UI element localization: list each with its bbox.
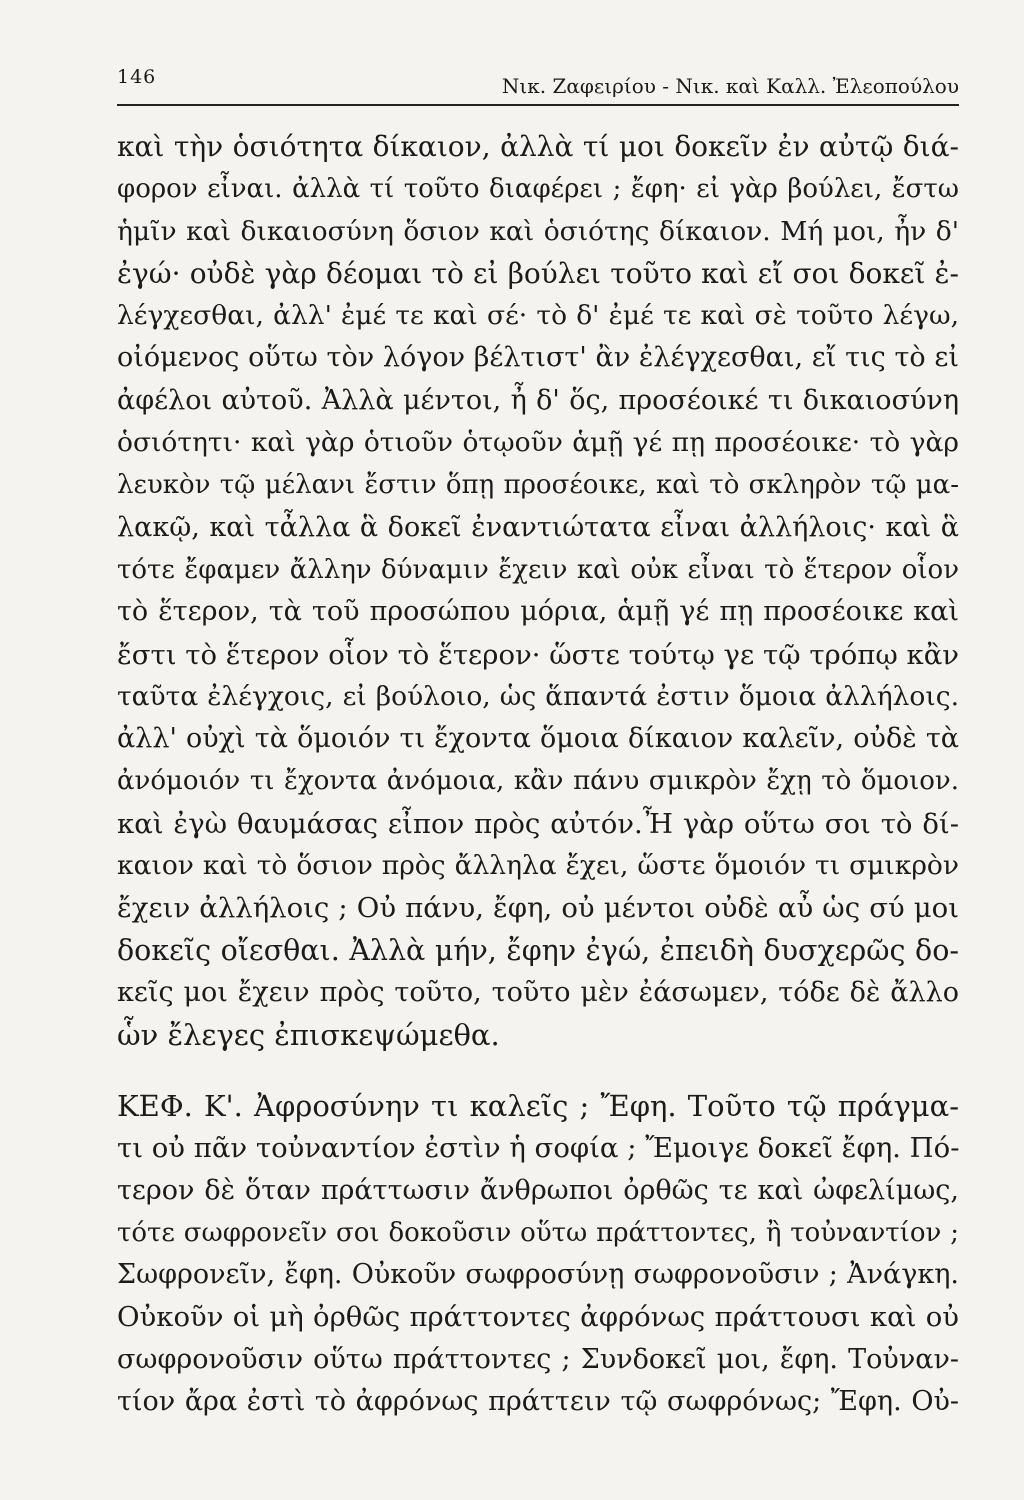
text-line: ΚΕΦ. Κ'. Ἀφροσύνην τι καλεῖς ; Ἔφη. Τοῦτο τῷ πράγμα- [117, 1089, 959, 1123]
paragraph-dialogue [117, 126, 959, 1057]
text-line: ἀφέλοι αὐτοῦ. Ἀλλὰ μέντοι, ἦ δ' ὅς, προσέοικέ τι δικαιοσύνη [117, 384, 959, 416]
text-line: οἰόμενος οὕτω τὸν λόγον βέλτιστ' ἂν ἐλέγχεσθαι, εἴ τις τὸ εἰ [117, 342, 959, 374]
text-line: ἔστι τὸ ἕτερον οἷον τὸ ἕτερον· ὥστε τούτῳ γε τῷ τρόπῳ κἂν [117, 638, 959, 671]
header-rule [117, 104, 959, 106]
text-line: ἔχειν ἀλλήλοις ; Οὐ πάνυ, ἔφη, οὐ μέντοι οὐδὲ αὖ ὡς σύ μοι [117, 892, 959, 925]
text-line: τι οὐ πᾶν τοὐναντίον ἐστὶν ἡ σοφία ; Ἔμοιγε δοκεῖ ἔφη. Πό- [117, 1132, 959, 1165]
paragraph-chapter-k [117, 1085, 959, 1423]
text-line: τερον δὲ ὅταν πράττωσιν ἄνθρωποι ὀρθῶς τε καὶ ὠφελίμως, [117, 1174, 959, 1206]
text-line: τίον ἄρα ἐστὶ τὸ ἀφρόνως πράττειν τῷ σωφρόνως; Ἔφη. Οὐ- [117, 1386, 959, 1418]
text-line: ταῦτα ἐλέγχοις, εἰ βούλοιο, ὡς ἅπαντά ἐστιν ὅμοια ἀλλήλοις. [117, 680, 959, 712]
text-line: ὁσιότητι· καὶ γὰρ ὁτιοῦν ὁτῳοῦν ἁμῇ γέ πῃ προσέοικε· τὸ γὰρ [117, 427, 959, 459]
text-line: καὶ τὴν ὁσιότητα δίκαιον, ἀλλὰ τί μοι δοκεῖν ἐν αὐτῷ διά- [117, 130, 959, 163]
text-line: τὸ ἕτερον, τὰ τοῦ προσώπου μόρια, ἁμῇ γέ πῃ προσέοικε καὶ [117, 596, 959, 628]
text-line: τότε ἔφαμεν ἄλλην δύναμιν ἔχειν καὶ οὐκ εἶναι τὸ ἕτερον οἷον [117, 554, 959, 585]
text-line: λέγχεσθαι, ἀλλ' ἐμέ τε καὶ σέ· τὸ δ' ἐμέ τε καὶ σὲ τοῦτο λέγω, [117, 300, 959, 332]
text-line: καιον καὶ τὸ ὅσιον πρὸς ἄλληλα ἔχει, ὥστε ὅμοιόν τι σμικρὸν [117, 850, 959, 882]
text-line: Οὐκοῦν οἱ μὴ ὀρθῶς πράττοντες ἀφρόνως πράττουσι καὶ οὐ [117, 1301, 959, 1334]
text-line: λακῷ, καὶ τἆλλα ἃ δοκεῖ ἐναντιώτατα εἶναι ἀλλήλοις· καὶ ἃ [117, 511, 959, 543]
text-line: σωφρονοῦσιν οὕτω πράττοντες ; Συνδοκεῖ μοι, ἔφη. Τοὐναν- [117, 1343, 959, 1375]
page-number: 146 [117, 66, 157, 88]
running-head: Νικ. Ζαφειρίου - Νικ. καὶ Καλλ. Ἐλεοπούλου [501, 74, 959, 98]
text-line: ὧν ἔλεγες ἐπισκεψώμεθα. [117, 1018, 500, 1053]
text-line: ἐγώ· οὐδὲ γὰρ δέομαι τὸ εἰ βούλει τοῦτο καὶ εἴ σοι δοκεῖ ἐ- [117, 256, 959, 290]
text-line: τότε σωφρονεῖν σοι δοκοῦσιν οὕτω πράττοντες, ἢ τοὐναντίον ; [117, 1217, 959, 1248]
text-line: κεῖς μοι ἔχειν πρὸς τοῦτο, τοῦτο μὲν ἐάσωμεν, τόδε δὲ ἄλλο [117, 976, 959, 1008]
text-line: Σωφρονεῖν, ἔφη. Οὐκοῦν σωφροσύνῃ σωφρονοῦσιν ; Ἀνάγκη. [117, 1259, 959, 1291]
text-line: καὶ ἐγὼ θαυμάσας εἶπον πρὸς αὐτόν.Ἦ γὰρ οὕτω σοι τὸ δί- [117, 807, 959, 840]
text-line: λευκὸν τῷ μέλανι ἔστιν ὅπῃ προσέοικε, καὶ τὸ σκληρὸν τῷ μα- [117, 470, 959, 501]
text-line: φορον εἶναι. ἀλλὰ τί τοῦτο διαφέρει ; ἔφη· εἰ γὰρ βούλει, ἔστω [117, 174, 959, 205]
text-line: ἀνόμοιόν τι ἔχοντα ἀνόμοια, κἂν πάνυ σμικρὸν ἔχῃ τὸ ὅμοιον. [117, 766, 959, 797]
text-line: ἀλλ' οὐχὶ τὰ ὅμοιόν τι ἔχοντα ὅμοια δίκαιον καλεῖν, οὐδὲ τὰ [117, 723, 959, 755]
text-line: δοκεῖς οἴεσθαι. Ἀλλὰ μήν, ἔφην ἐγώ, ἐπειδὴ δυσχερῶς δο- [117, 933, 959, 967]
text-line: ἡμῖν καὶ δικαιοσύνη ὅσιον καὶ ὁσιότης δίκαιον. Μή μοι, ἦν δ' [117, 215, 959, 247]
page-header [117, 66, 959, 106]
